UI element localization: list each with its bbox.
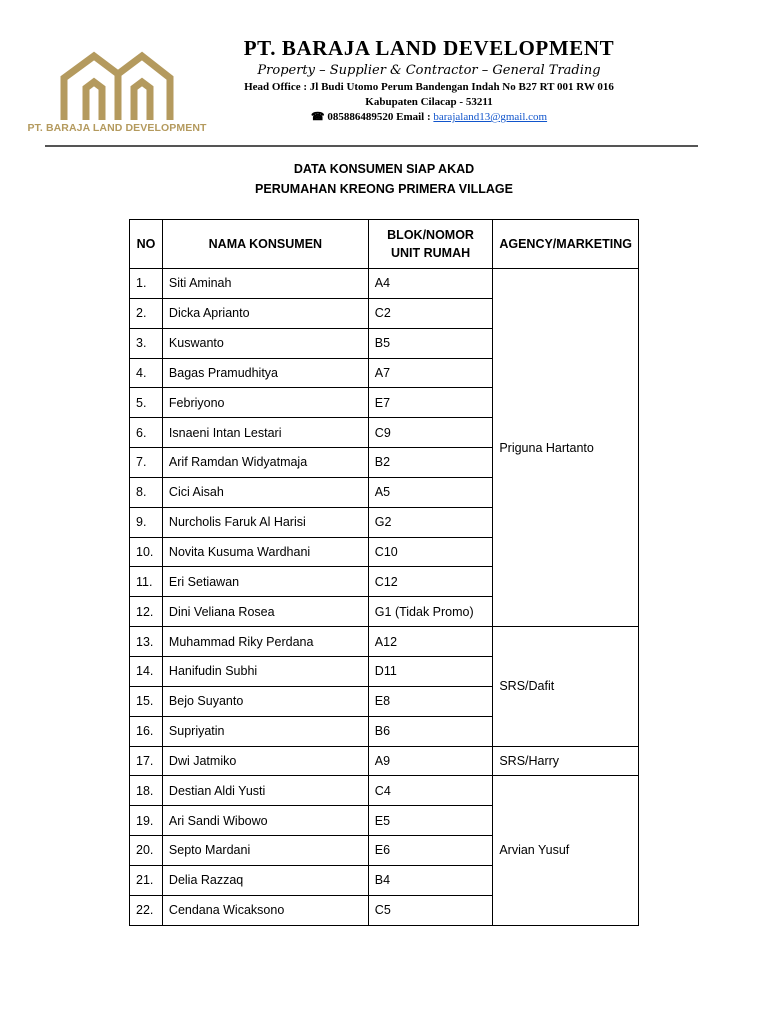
row-unit: A7	[368, 358, 493, 388]
row-name: Eri Setiawan	[162, 567, 368, 597]
row-name: Hanifudin Subhi	[162, 656, 368, 686]
address-line-2: Kabupaten Cilacap - 53211	[365, 96, 493, 108]
row-no: 1.	[130, 269, 163, 299]
row-unit: C2	[368, 298, 493, 328]
row-no: 21.	[130, 865, 163, 895]
row-name: Dini Veliana Rosea	[162, 597, 368, 627]
row-agency: SRS/Dafit	[493, 627, 639, 746]
row-unit: E8	[368, 686, 493, 716]
phone-text: ☎ 085886489520 Email :	[310, 111, 434, 123]
customer-table	[129, 219, 639, 926]
contact-line	[212, 110, 646, 125]
row-no: 7.	[130, 448, 163, 478]
row-no: 6.	[130, 418, 163, 448]
row-unit: C12	[368, 567, 493, 597]
house-logo-icon	[60, 50, 174, 124]
row-name: Novita Kusuma Wardhani	[162, 537, 368, 567]
row-unit: B5	[368, 328, 493, 358]
company-logo	[22, 50, 212, 140]
row-name: Bagas Pramudhitya	[162, 358, 368, 388]
header-agency: AGENCY/MARKETING	[493, 220, 639, 269]
row-name: Arif Ramdan Widyatmaja	[162, 448, 368, 478]
row-unit: A12	[368, 627, 493, 657]
row-unit: A4	[368, 269, 493, 299]
row-unit: E5	[368, 806, 493, 836]
row-agency: SRS/Harry	[493, 746, 639, 776]
header-divider	[45, 145, 698, 147]
row-no: 2.	[130, 298, 163, 328]
row-no: 20.	[130, 836, 163, 866]
row-unit: G2	[368, 507, 493, 537]
row-name: Dicka Aprianto	[162, 298, 368, 328]
address-line-1: Head Office : Jl Budi Utomo Perum Bandengan Indah No B27 RT 001 RW 016	[244, 81, 614, 93]
row-agency: Priguna Hartanto	[493, 269, 639, 627]
row-no: 16.	[130, 716, 163, 746]
row-no: 5.	[130, 388, 163, 418]
row-name: Siti Aminah	[162, 269, 368, 299]
company-name: PT. BARAJA LAND DEVELOPMENT	[243, 36, 615, 60]
header-unit: BLOK/NOMOR UNIT RUMAH	[368, 220, 493, 269]
row-no: 22.	[130, 895, 163, 925]
row-no: 10.	[130, 537, 163, 567]
row-no: 14.	[130, 656, 163, 686]
table-row	[130, 746, 639, 776]
logo-text: PT. BARAJA LAND DEVELOPMENT	[27, 122, 207, 134]
row-unit: B2	[368, 448, 493, 478]
table-row	[130, 776, 639, 806]
row-no: 11.	[130, 567, 163, 597]
row-name: Febriyono	[162, 388, 368, 418]
row-no: 3.	[130, 328, 163, 358]
row-no: 18.	[130, 776, 163, 806]
row-no: 4.	[130, 358, 163, 388]
row-name: Destian Aldi Yusti	[162, 776, 368, 806]
row-unit: B4	[368, 865, 493, 895]
row-unit: C9	[368, 418, 493, 448]
company-tagline: Property – Supplier & Contractor – General Trading	[257, 63, 601, 78]
row-unit: A9	[368, 746, 493, 776]
row-no: 9.	[130, 507, 163, 537]
table-body	[130, 269, 639, 926]
row-unit: D11	[368, 656, 493, 686]
row-unit: C10	[368, 537, 493, 567]
row-no: 13.	[130, 627, 163, 657]
title-line-1: DATA KONSUMEN SIAP AKAD	[293, 162, 475, 176]
header-no: NO	[130, 220, 163, 269]
row-no: 12.	[130, 597, 163, 627]
document-title	[130, 159, 638, 199]
title-line-2: PERUMAHAN KREONG PRIMERA VILLAGE	[255, 182, 513, 196]
row-unit: G1 (Tidak Promo)	[368, 597, 493, 627]
row-name: Kuswanto	[162, 328, 368, 358]
row-name: Dwi Jatmiko	[162, 746, 368, 776]
row-name: Cendana Wicaksono	[162, 895, 368, 925]
row-agency: Arvian Yusuf	[493, 776, 639, 925]
header-name: NAMA KONSUMEN	[162, 220, 368, 269]
row-no: 8.	[130, 477, 163, 507]
row-unit: C5	[368, 895, 493, 925]
row-name: Cici Aisah	[162, 477, 368, 507]
row-unit: C4	[368, 776, 493, 806]
row-no: 19.	[130, 806, 163, 836]
row-unit: A5	[368, 477, 493, 507]
row-name: Septo Mardani	[162, 836, 368, 866]
row-name: Muhammad Riky Perdana	[162, 627, 368, 657]
table-header-row	[130, 220, 639, 269]
row-name: Supriyatin	[162, 716, 368, 746]
table-row	[130, 269, 639, 299]
row-no: 15.	[130, 686, 163, 716]
row-unit: E6	[368, 836, 493, 866]
email-link[interactable]: barajaland13@gmail.com	[433, 111, 548, 123]
row-no: 17.	[130, 746, 163, 776]
row-name: Isnaeni Intan Lestari	[162, 418, 368, 448]
row-name: Bejo Suyanto	[162, 686, 368, 716]
row-unit: E7	[368, 388, 493, 418]
row-name: Nurcholis Faruk Al Harisi	[162, 507, 368, 537]
row-name: Ari Sandi Wibowo	[162, 806, 368, 836]
letterhead	[212, 36, 646, 125]
row-name: Delia Razzaq	[162, 865, 368, 895]
table-row	[130, 627, 639, 657]
row-unit: B6	[368, 716, 493, 746]
